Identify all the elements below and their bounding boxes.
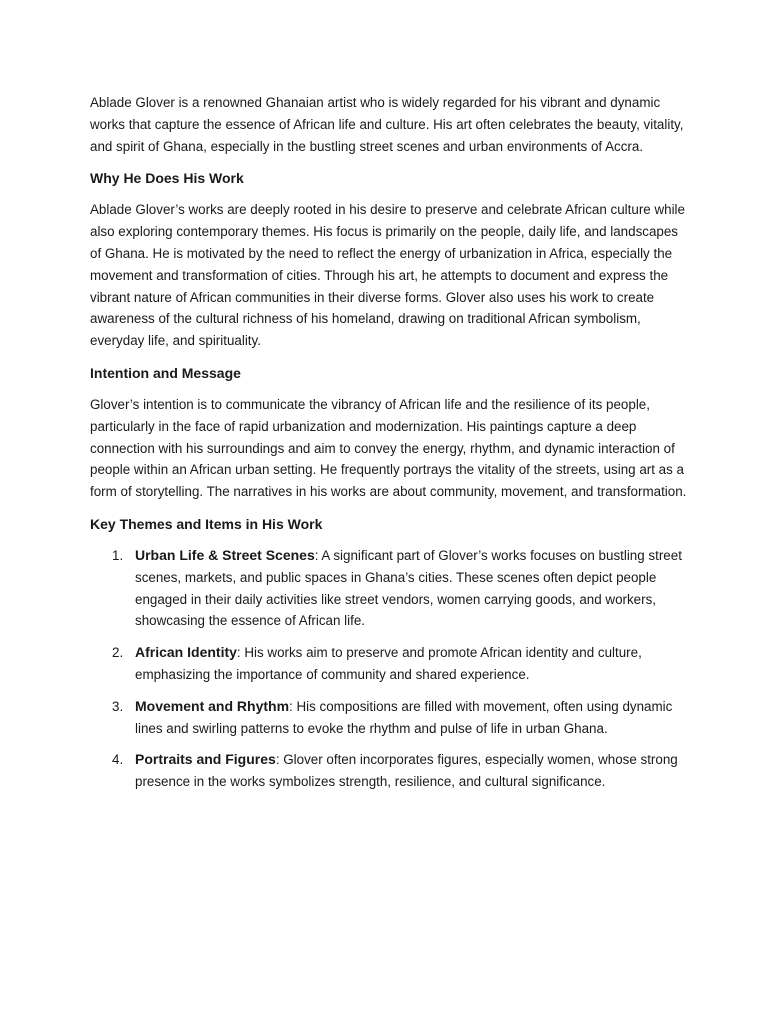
list-item bbox=[90, 696, 690, 740]
list-item-number: 2. bbox=[112, 645, 124, 661]
list-item-text: : Glover often incorporates figures, especially women, whose strong presence in the works symbolizes strength, resilience, and cultural significance. bbox=[135, 752, 678, 790]
list-item-number: 1. bbox=[112, 547, 124, 563]
intro-paragraph: Ablade Glover is a renowned Ghanaian artist who is widely regarded for his vibrant and dynamic works that capture the essence of African life and culture. His art often celebrates the beauty, vitality, and spirit of Ghana, especially in the bustling street scenes and urban environments of Accra. bbox=[90, 95, 684, 154]
list-item-text: : His compositions are filled with movement, often using dynamic lines and swirling patterns to evoke the rhythm and pulse of life in urban Ghana. bbox=[135, 698, 673, 736]
why-paragraph: Ablade Glover’s works are deeply rooted in his desire to preserve and celebrate African culture while also exploring contemporary themes. His focus is primarily on the people, daily life, and landscapes of Ghana. He is motivated by the need to reflect the energy of urbanization in Africa, especially the movement and transformation of cities. Through his art, he attempts to document and express the vibrant nature of African communities in their diverse forms. Glover also uses his work to create awareness of the cultural richness of his homeland, drawing on traditional African symbolism, everyday life, and spirituality. bbox=[90, 202, 685, 349]
document-page bbox=[90, 92, 690, 803]
list-item-term: Movement and Rhythm bbox=[135, 697, 290, 714]
intention-paragraph: Glover’s intention is to communicate the vibrancy of African life and the resilience of its people, particularly in the face of rapid urbanization and modernization. His paintings capture a deep connection with his surroundings and aim to convey the energy, rhythm, and dynamic interaction of people within an African urban setting. He frequently portrays the vitality of the streets, using art as a form of storytelling. The narratives in his works are about community, movement, and transformation. bbox=[90, 396, 687, 500]
list-item-number: 3. bbox=[112, 698, 124, 714]
list-item bbox=[90, 749, 690, 793]
section-heading-themes: Key Themes and Items in His Work bbox=[90, 515, 323, 532]
list-item-term: Urban Life & Street Scenes bbox=[135, 546, 315, 563]
themes-list bbox=[90, 545, 690, 793]
list-item-term: African Identity bbox=[135, 644, 237, 661]
list-item bbox=[90, 545, 690, 632]
section-heading-intention: Intention and Message bbox=[90, 364, 241, 381]
list-item-text: : A significant part of Glover’s works focuses on bustling street scenes, markets, and public spaces in Ghana’s cities. These scenes often depict people engaged in their daily activities like street vendors, women carrying goods, and workers, showcasing the essence of African life. bbox=[135, 547, 682, 629]
list-item-number: 4. bbox=[112, 752, 124, 768]
section-heading-why: Why He Does His Work bbox=[90, 170, 244, 187]
list-item bbox=[90, 642, 690, 686]
list-item-term: Portraits and Figures bbox=[135, 751, 276, 768]
list-item-text: : His works aim to preserve and promote African identity and culture, emphasizing the importance of community and shared experience. bbox=[135, 645, 642, 682]
